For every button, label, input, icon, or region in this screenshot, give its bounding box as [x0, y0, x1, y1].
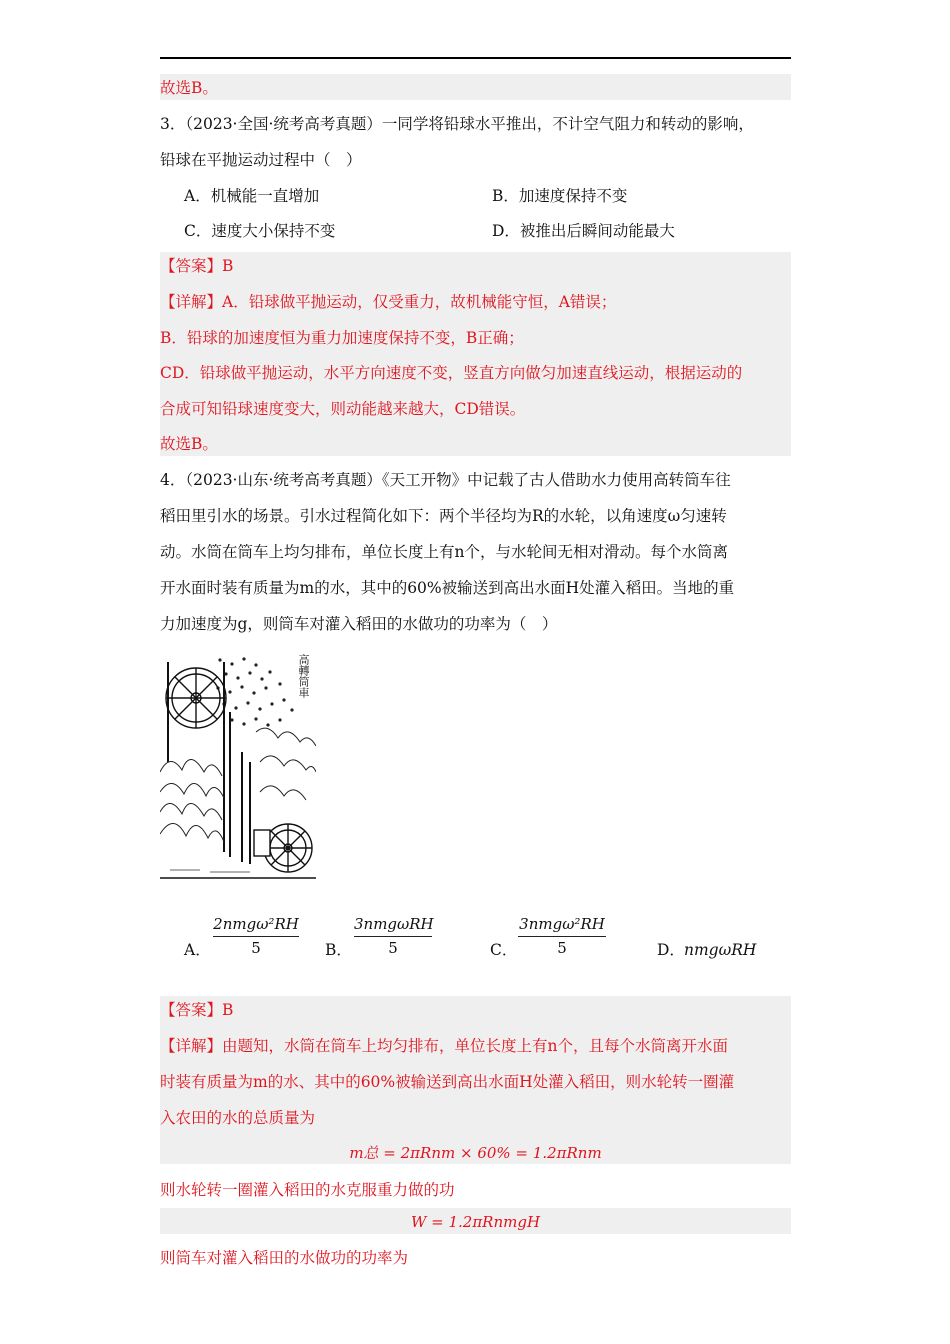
q3-detail-line4: 合成可知铅球速度变大，则动能越来越大，CD错误。	[160, 400, 526, 418]
q4-formula-work: W = 1.2πRnmgH	[410, 1213, 541, 1231]
q4-detail-line1: 【详解】由题知，水筒在筒车上均匀排布，单位长度上有n个，且每个水筒离开水面	[160, 1037, 728, 1055]
q3-option-c: C．速度大小保持不变	[184, 222, 336, 240]
q4-option-b-label: B．	[325, 941, 352, 959]
q4-line-power-intro: 则筒车对灌入稻田的水做功的功率为	[160, 1249, 409, 1267]
fraction-bar	[213, 936, 299, 937]
previous-conclusion: 故选B。	[160, 79, 218, 97]
q4-option-d-label: D．	[657, 941, 685, 959]
fraction-bar	[354, 936, 432, 937]
water-wheel-illustration	[160, 652, 316, 882]
q4-option-c-numerator: 3nmgω²RH	[519, 915, 605, 933]
fraction-bar	[518, 936, 606, 937]
q4-option-c-fraction	[518, 914, 606, 957]
q4-option-c-denominator: 5	[557, 939, 567, 957]
header-rule	[160, 57, 791, 59]
q4-option-c-label: C．	[490, 941, 518, 959]
q4-detail-line2: 时装有质量为m的水、其中的60%被输送到高出水面H处灌入稻田，则水轮转一圈灌	[160, 1073, 735, 1091]
answer-shade	[160, 74, 791, 100]
q3-stem-line1: 3．（2023·全国·统考高考真题）一同学将铅球水平推出，不计空气阻力和转动的影响，	[160, 115, 754, 133]
q3-option-b: B．加速度保持不变	[492, 187, 628, 205]
q4-option-a-label: A．	[184, 941, 211, 959]
q4-stem-line1: 4．（2023·山东·统考高考真题）《天工开物》中记载了古人借助水力使用高转筒车往	[160, 471, 731, 489]
q4-detail-line3: 入农田的水的总质量为	[160, 1109, 316, 1127]
q4-option-a-fraction	[213, 914, 299, 957]
q3-option-a: A．机械能一直增加	[184, 187, 320, 205]
q4-stem-line2: 稻田里引水的场景。引水过程简化如下：两个半径均为R的水轮，以角速度ω匀速转	[160, 507, 727, 525]
figure-caption: 高轉筒車	[297, 654, 310, 698]
q4-option-b-numerator: 3nmgωRH	[354, 915, 434, 933]
q3-solution-shade	[160, 252, 791, 456]
q4-line-work-intro: 则水轮转一圈灌入稻田的水克服重力做的功	[160, 1181, 455, 1199]
q4-stem-line4: 开水面时装有质量为m的水，其中的60%被输送到高出水面H处灌入稻田。当地的重	[160, 579, 735, 597]
q3-option-d: D．被推出后瞬间动能最大	[492, 222, 675, 240]
q3-stem-line2: 铅球在平抛运动过程中（ ）	[160, 151, 362, 169]
q4-formula-total-mass: m总 = 2πRnm × 60% = 1.2πRnm	[349, 1144, 602, 1162]
q3-detail-line3: CD．铅球做平抛运动，水平方向速度不变，竖直方向做匀加速直线运动，根据运动的	[160, 364, 743, 382]
q4-option-b-fraction	[354, 914, 432, 957]
q4-stem-line3: 动。水筒在筒车上均匀排布，单位长度上有n个，与水轮间无相对滑动。每个水筒离	[160, 543, 728, 561]
q4-option-d-text: nmgωRH	[684, 941, 757, 959]
q4-stem-line5: 力加速度为g，则筒车对灌入稻田的水做功的功率为（ ）	[160, 615, 558, 633]
q4-option-a-numerator: 2nmgω²RH	[213, 915, 299, 933]
q3-answer: 【答案】B	[160, 257, 234, 275]
q3-conclusion: 故选B。	[160, 435, 218, 453]
q3-detail-line2: B．铅球的加速度恒为重力加速度保持不变，B正确；	[160, 329, 524, 347]
q4-option-b-denominator: 5	[388, 939, 398, 957]
q3-detail-line1: 【详解】A．铅球做平抛运动，仅受重力，故机械能守恒，A错误；	[160, 293, 617, 311]
q4-answer: 【答案】B	[160, 1001, 234, 1019]
q4-option-a-denominator: 5	[251, 939, 261, 957]
